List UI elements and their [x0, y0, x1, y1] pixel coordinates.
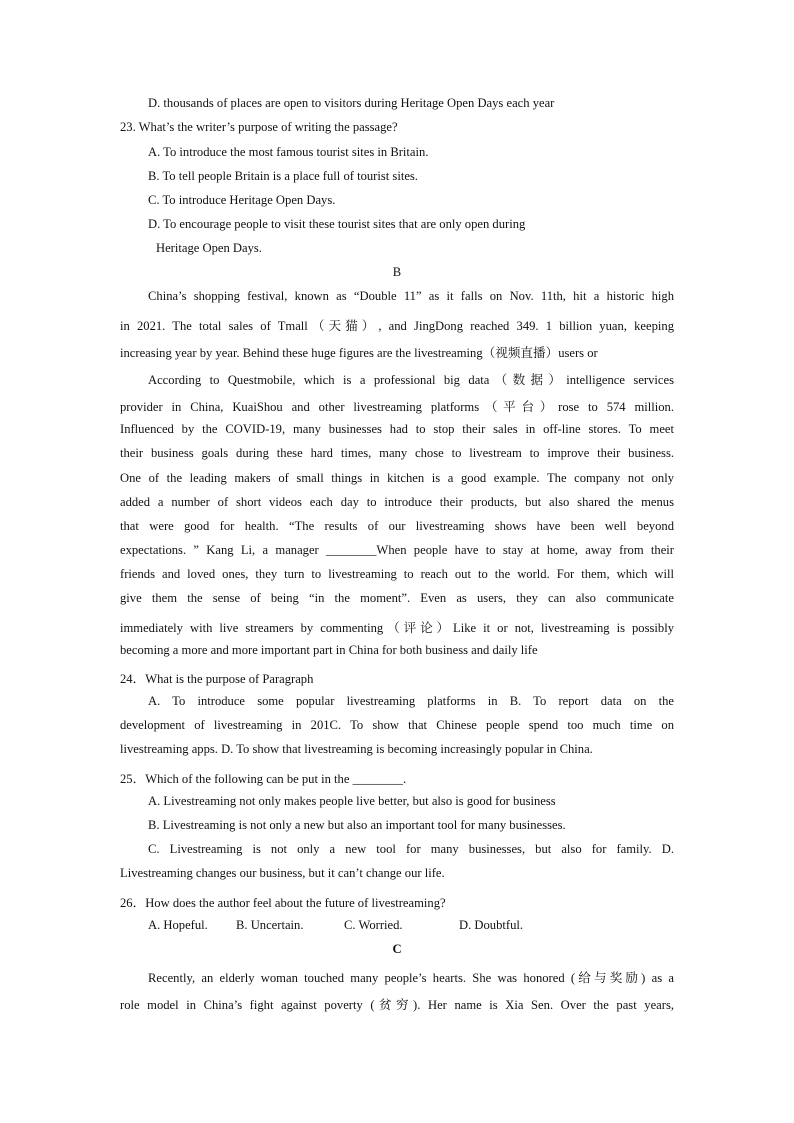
q25-option-a: A. Livestreaming not only makes people live better, but also is good for business: [148, 794, 556, 808]
section-b-para1-line: in 2021. The total sales of Tmall（天猫）, and JingDong reached 349. 1 billion yuan, keeping: [120, 319, 674, 333]
q23-option-a: A. To introduce the most famous tourist sites in Britain.: [148, 145, 429, 159]
q23-option-b: B. To tell people Britain is a place full of tourist sites.: [148, 169, 418, 183]
q23-option-d-line2: Heritage Open Days.: [156, 241, 262, 255]
q22-option-d: D. thousands of places are open to visitors during Heritage Open Days each year: [148, 96, 555, 110]
q23-option-c: C. To introduce Heritage Open Days.: [148, 193, 336, 207]
q26-option-c: C. Worried.: [344, 918, 403, 932]
section-c-line: Recently, an elderly woman touched many people’s hearts. She was honored (给与奖励) as a: [148, 971, 674, 985]
section-b-para2-line: added a number of short videos each day to introduce their products, but also shared the menus: [120, 495, 674, 509]
section-b-para2-line: becoming a more and more important part in China for both business and daily life: [120, 643, 538, 657]
q25-option-b: B. Livestreaming is not only a new but also an important tool for many businesses.: [148, 818, 566, 832]
section-b-para2-line: provider in China, KuaiShou and other livestreaming platforms（平台）rose to 574 million.: [120, 400, 674, 414]
q26-question: 26．How does the author feel about the future of livestreaming?: [120, 896, 446, 910]
section-b-para2-line: friends and loved ones, they turn to livestreaming to reach out to the world. For them, which will: [120, 567, 674, 581]
section-b-para2-line: According to Questmobile, which is a professional big data（数据）intelligence services: [148, 373, 674, 387]
q25-question: 25．Which of the following can be put in the ________.: [120, 772, 407, 786]
q23-question: 23. What’s the writer’s purpose of writing the passage?: [120, 120, 398, 134]
q26-option-b: B. Uncertain.: [236, 918, 304, 932]
q25-option-cd-line2: Livestreaming changes our business, but it can’t change our life.: [120, 866, 445, 880]
section-c-heading: C: [392, 942, 402, 956]
section-b-heading: B: [392, 265, 402, 279]
q26-option-a: A. Hopeful.: [148, 918, 208, 932]
q24-question: 24．What is the purpose of Paragraph: [120, 672, 314, 686]
q26-option-d: D. Doubtful.: [459, 918, 524, 932]
q26-options: [148, 918, 523, 933]
section-b-para2-line: One of the leading makers of small things in kitchen is a good example. The company not only: [120, 471, 674, 485]
section-b-para2-line: Influenced by the COVID-19, many businesses had to stop their sales in off-line stores. To meet: [120, 422, 674, 436]
section-b-para1-line: increasing year by year. Behind these huge figures are the livestreaming（视频直播）users or: [120, 346, 598, 360]
q23-option-d-line1: D. To encourage people to visit these tourist sites that are only open during: [148, 217, 526, 231]
section-b-para2-line: their business goals during these hard times, many chose to livestream to improve their business.: [120, 446, 674, 460]
q24-options-line: A. To introduce some popular livestreaming platforms in B. To report data on the: [148, 694, 674, 708]
section-b-para2-line: immediately with live streamers by commenting（评论）Like it or not, livestreaming is possibly: [120, 621, 674, 635]
q24-options-line: development of livestreaming in 201C. To show that Chinese people spend too much time on: [120, 718, 674, 732]
section-b-para2-line: expectations. ” Kang Li, a manager ________When people have to stay at home, away from their: [120, 543, 674, 557]
section-b-para1-line: China’s shopping festival, known as “Double 11” as it falls on Nov. 11th, hit a historic high: [148, 289, 674, 303]
section-b-para2-line: give them the sense of being “in the moment”. Even as users, they can also communicate: [120, 591, 674, 605]
section-b-para2-line: that were good for health. “The results of our livestreaming shows have been well beyond: [120, 519, 674, 533]
q25-option-cd-line1: C. Livestreaming is not only a new tool for many businesses, but also for family. D.: [148, 842, 674, 856]
q24-options-line: livestreaming apps. D. To show that livestreaming is becoming increasingly popular in China.: [120, 742, 593, 756]
section-c-line: role model in China’s fight against poverty (贫穷). Her name is Xia Sen. Over the past years,: [120, 998, 674, 1012]
